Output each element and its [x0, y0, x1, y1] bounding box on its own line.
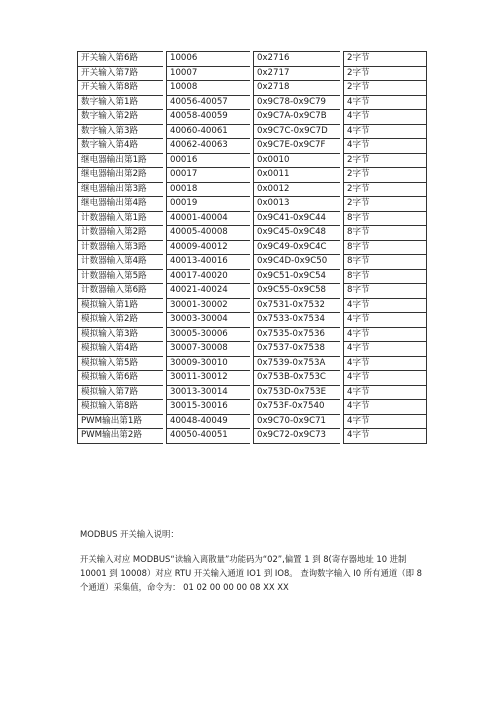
hex-address-cell: 0x7533-0x7534 [253, 312, 340, 327]
channel-name-cell: 开关输入第8路 [77, 80, 163, 95]
hex-address-cell: 0x2716 [253, 51, 340, 66]
byte-length-cell: 8字节 [343, 283, 427, 298]
byte-length-cell: 8字节 [343, 269, 427, 284]
decimal-address-cell: 00019 [166, 196, 250, 211]
byte-length-cell: 4字节 [343, 109, 427, 124]
byte-length-cell: 2字节 [343, 167, 427, 182]
decimal-address-cell: 00017 [166, 167, 250, 182]
byte-length-cell: 4字节 [343, 138, 427, 153]
hex-address-cell: 0x2718 [253, 80, 340, 95]
byte-length-cell: 4字节 [343, 356, 427, 371]
hex-address-cell: 0x7535-0x7536 [253, 327, 340, 342]
table-row [77, 196, 427, 211]
channel-name-cell: 模拟输入第7路 [77, 385, 163, 400]
decimal-address-cell: 10006 [166, 51, 250, 66]
hex-address-cell: 0x9C4D-0x9C50 [253, 254, 340, 269]
table-row [77, 138, 427, 153]
decimal-address-cell: 40056-40057 [166, 95, 250, 110]
register-table-body [77, 51, 427, 444]
channel-name-cell: 模拟输入第1路 [77, 298, 163, 313]
byte-length-cell: 2字节 [343, 66, 427, 81]
hex-address-cell: 0x7537-0x7538 [253, 341, 340, 356]
byte-length-cell: 4字节 [343, 124, 427, 139]
table-row [77, 298, 427, 313]
byte-length-cell: 4字节 [343, 399, 427, 414]
decimal-address-cell: 40048-40049 [166, 414, 250, 429]
table-row [77, 414, 427, 429]
channel-name-cell: 模拟输入第4路 [77, 341, 163, 356]
table-row [77, 254, 427, 269]
decimal-address-cell: 40021-40024 [166, 283, 250, 298]
decimal-address-cell: 00018 [166, 182, 250, 197]
byte-length-cell: 8字节 [343, 211, 427, 226]
table-row [77, 66, 427, 81]
hex-address-cell: 0x0011 [253, 167, 340, 182]
hex-address-cell: 0x9C41-0x9C44 [253, 211, 340, 226]
decimal-address-cell: 30015-30016 [166, 399, 250, 414]
hex-address-cell: 0x9C7C-0x9C7D [253, 124, 340, 139]
byte-length-cell: 4字节 [343, 312, 427, 327]
channel-name-cell: 计数器输入第3路 [77, 240, 163, 255]
byte-length-cell: 4字节 [343, 341, 427, 356]
decimal-address-cell: 40050-40051 [166, 428, 250, 444]
table-row [77, 312, 427, 327]
decimal-address-cell: 40060-40061 [166, 124, 250, 139]
decimal-address-cell: 40001-40004 [166, 211, 250, 226]
decimal-address-cell: 40009-40012 [166, 240, 250, 255]
byte-length-cell: 2字节 [343, 51, 427, 66]
channel-name-cell: 数字输入第4路 [77, 138, 163, 153]
hex-address-cell: 0x753F-0x7540 [253, 399, 340, 414]
byte-length-cell: 4字节 [343, 414, 427, 429]
byte-length-cell: 2字节 [343, 182, 427, 197]
channel-name-cell: 模拟输入第3路 [77, 327, 163, 342]
byte-length-cell: 8字节 [343, 240, 427, 255]
byte-length-cell: 8字节 [343, 254, 427, 269]
hex-address-cell: 0x7531-0x7532 [253, 298, 340, 313]
table-row [77, 356, 427, 371]
byte-length-cell: 2字节 [343, 80, 427, 95]
byte-length-cell: 2字节 [343, 153, 427, 168]
hex-address-cell: 0x9C78-0x9C79 [253, 95, 340, 110]
hex-address-cell: 0x9C55-0x9C58 [253, 283, 340, 298]
byte-length-cell: 2字节 [343, 196, 427, 211]
byte-length-cell: 8字节 [343, 225, 427, 240]
hex-address-cell: 0x0013 [253, 196, 340, 211]
hex-address-cell: 0x753B-0x753C [253, 370, 340, 385]
hex-address-cell: 0x0010 [253, 153, 340, 168]
channel-name-cell: 计数器输入第5路 [77, 269, 163, 284]
byte-length-cell: 4字节 [343, 95, 427, 110]
decimal-address-cell: 30007-30008 [166, 341, 250, 356]
table-row [77, 240, 427, 255]
hex-address-cell: 0x9C7E-0x9C7F [253, 138, 340, 153]
table-row [77, 225, 427, 240]
decimal-address-cell: 30009-30010 [166, 356, 250, 371]
hex-address-cell: 0x9C45-0x9C48 [253, 225, 340, 240]
decimal-address-cell: 40062-40063 [166, 138, 250, 153]
channel-name-cell: 计数器输入第2路 [77, 225, 163, 240]
decimal-address-cell: 40058-40059 [166, 109, 250, 124]
byte-length-cell: 4字节 [343, 370, 427, 385]
decimal-address-cell: 40005-40008 [166, 225, 250, 240]
hex-address-cell: 0x9C70-0x9C71 [253, 414, 340, 429]
table-row [77, 153, 427, 168]
hex-address-cell: 0x753D-0x753E [253, 385, 340, 400]
table-row [77, 51, 427, 66]
channel-name-cell: 继电器输出第3路 [77, 182, 163, 197]
decimal-address-cell: 40013-40016 [166, 254, 250, 269]
byte-length-cell: 4字节 [343, 385, 427, 400]
channel-name-cell: 模拟输入第2路 [77, 312, 163, 327]
hex-address-cell: 0x9C49-0x9C4C [253, 240, 340, 255]
section-heading: MODBUS 开关输入说明： [80, 529, 179, 539]
table-row [77, 370, 427, 385]
table-row [77, 269, 427, 284]
channel-name-cell: 继电器输出第2路 [77, 167, 163, 182]
table-row [77, 428, 427, 444]
channel-name-cell: 继电器输出第4路 [77, 196, 163, 211]
byte-length-cell: 4字节 [343, 428, 427, 444]
channel-name-cell: 开关输入第7路 [77, 66, 163, 81]
register-table [77, 51, 427, 444]
table-row [77, 167, 427, 182]
channel-name-cell: 模拟输入第5路 [77, 356, 163, 371]
channel-name-cell: PWM输出第1路 [77, 414, 163, 429]
channel-name-cell: 数字输入第2路 [77, 109, 163, 124]
table-row [77, 385, 427, 400]
channel-name-cell: 模拟输入第6路 [77, 370, 163, 385]
decimal-address-cell: 10007 [166, 66, 250, 81]
channel-name-cell: 模拟输入第8路 [77, 399, 163, 414]
hex-address-cell: 0x9C72-0x9C73 [253, 428, 340, 444]
table-row [77, 341, 427, 356]
channel-name-cell: 继电器输出第1路 [77, 153, 163, 168]
channel-name-cell: 计数器输入第4路 [77, 254, 163, 269]
byte-length-cell: 4字节 [343, 298, 427, 313]
table-row [77, 327, 427, 342]
decimal-address-cell: 30003-30004 [166, 312, 250, 327]
table-row [77, 211, 427, 226]
decimal-address-cell: 30005-30006 [166, 327, 250, 342]
channel-name-cell: 计数器输入第1路 [77, 211, 163, 226]
table-row [77, 124, 427, 139]
channel-name-cell: 计数器输入第6路 [77, 283, 163, 298]
hex-address-cell: 0x7539-0x753A [253, 356, 340, 371]
hex-address-cell: 0x2717 [253, 66, 340, 81]
decimal-address-cell: 30013-30014 [166, 385, 250, 400]
decimal-address-cell: 10008 [166, 80, 250, 95]
hex-address-cell: 0x0012 [253, 182, 340, 197]
decimal-address-cell: 30011-30012 [166, 370, 250, 385]
table-row [77, 109, 427, 124]
table-row [77, 399, 427, 414]
decimal-address-cell: 40017-40020 [166, 269, 250, 284]
channel-name-cell: PWM输出第2路 [77, 428, 163, 444]
decimal-address-cell: 30001-30002 [166, 298, 250, 313]
hex-address-cell: 0x9C51-0x9C54 [253, 269, 340, 284]
decimal-address-cell: 00016 [166, 153, 250, 168]
channel-name-cell: 开关输入第6路 [77, 51, 163, 66]
table-row [77, 80, 427, 95]
section-body: 开关输入对应 MODBUS“读输入离散量”功能码为“02”,偏置 1 到 8(寄存器地址 10 进制 10001 到 10008）对应 RTU 开关输入通道 IO1 到 IO8。 查询数字输入 I0 所有通道（即 8 个通道）采集值，命令为： 01 02 00 00 00 08 XX XX [80, 554, 422, 592]
table-row [77, 182, 427, 197]
hex-address-cell: 0x9C7A-0x9C7B [253, 109, 340, 124]
channel-name-cell: 数字输入第3路 [77, 124, 163, 139]
table-row [77, 283, 427, 298]
table-row [77, 95, 427, 110]
channel-name-cell: 数字输入第1路 [77, 95, 163, 110]
byte-length-cell: 4字节 [343, 327, 427, 342]
